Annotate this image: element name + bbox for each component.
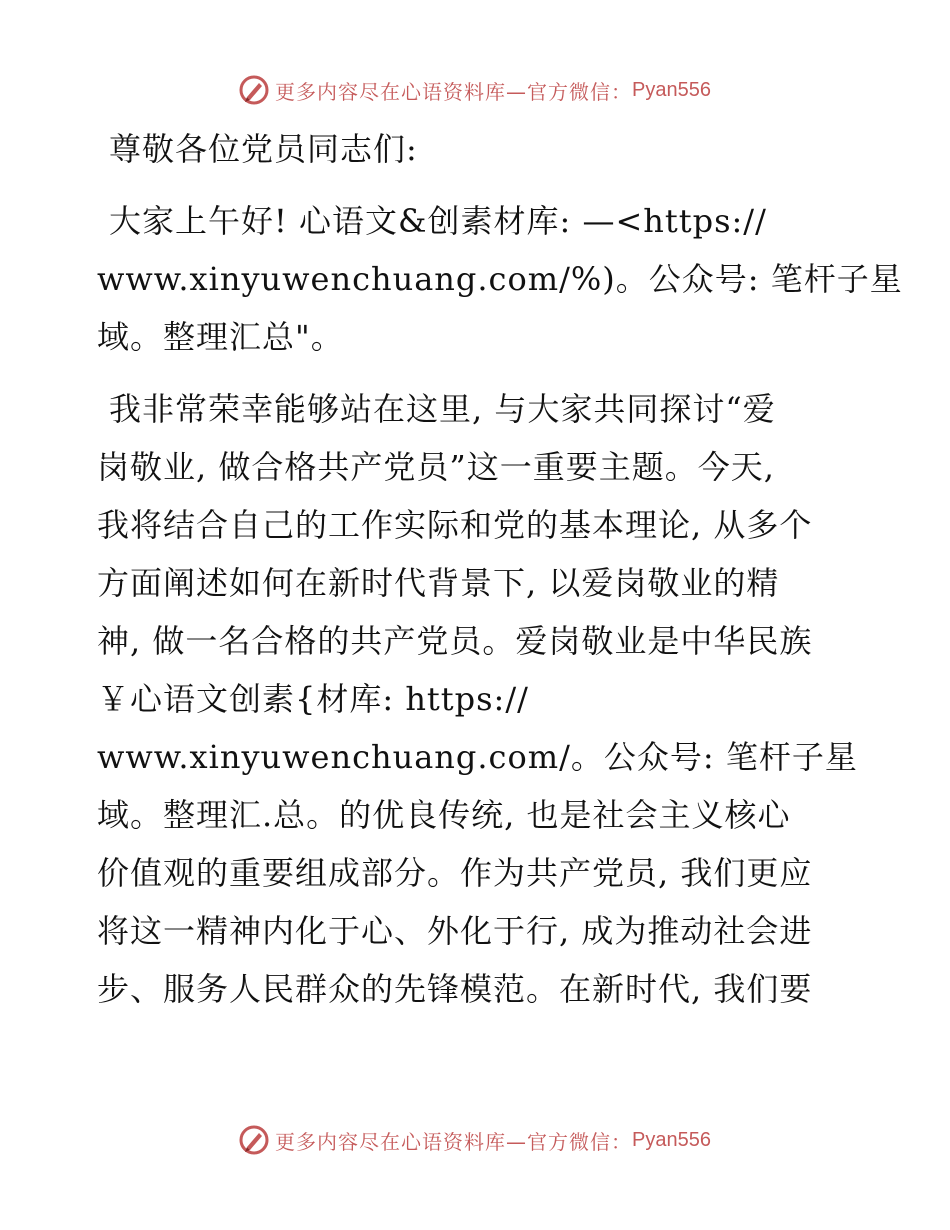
document-body [97, 120, 903, 1032]
footer-banner-text: 更多内容尽在心语资料库—官方微信： [275, 1129, 633, 1154]
para2-line: 岗敬业, 做合格共产党员”这一重要主题。今天, [97, 448, 775, 486]
header-banner-text: 更多内容尽在心语资料库—官方微信： [275, 79, 633, 104]
para1-line: 域。整理汇总"。 [97, 318, 344, 356]
salutation-line: 尊敬各位党员同志们: [109, 130, 418, 168]
header-banner [0, 70, 950, 110]
para2-line: 将这一精神内化于心、外化于行, 成为推动社会进 [97, 912, 813, 950]
para1-line: 大家上午好! 心语文&创素材库: —<https:// [109, 202, 767, 240]
para2-line: 我非常荣幸能够站在这里, 与大家共同探讨“爱 [109, 390, 776, 428]
salutation [97, 120, 857, 178]
para2-line: 域。整理汇.总。的优良传统, 也是社会主义核心 [97, 796, 791, 834]
footer-banner-id: Pyan556 [632, 1128, 711, 1151]
para2-line: 神, 做一名合格的共产党员。爱岗敬业是中华民族 [97, 622, 813, 660]
pen-logo-icon [239, 75, 269, 105]
para2-line: 我将结合自己的工作实际和党的基本理论, 从多个 [97, 506, 813, 544]
header-banner-id: Pyan556 [632, 78, 711, 101]
footer-banner [0, 1120, 950, 1160]
para2-line: www.xinyuwenchuang.com/。公众号: 笔杆子星 [97, 738, 858, 776]
para2-line: 方面阐述如何在新时代背景下, 以爱岗敬业的精 [97, 564, 780, 602]
para1-line: www.xinyuwenchuang.com/%)。公众号: 笔杆子星 [97, 260, 903, 298]
para2-line: 价值观的重要组成部分。作为共产党员, 我们更应 [97, 854, 813, 892]
pen-logo-icon [239, 1125, 269, 1155]
paragraph-1 [97, 192, 903, 366]
para2-line: 步、服务人民群众的先锋模范。在新时代, 我们要 [97, 970, 813, 1008]
paragraph-2 [97, 380, 857, 1018]
para2-line: ￥心语文创素{材库: https:// [97, 680, 529, 718]
